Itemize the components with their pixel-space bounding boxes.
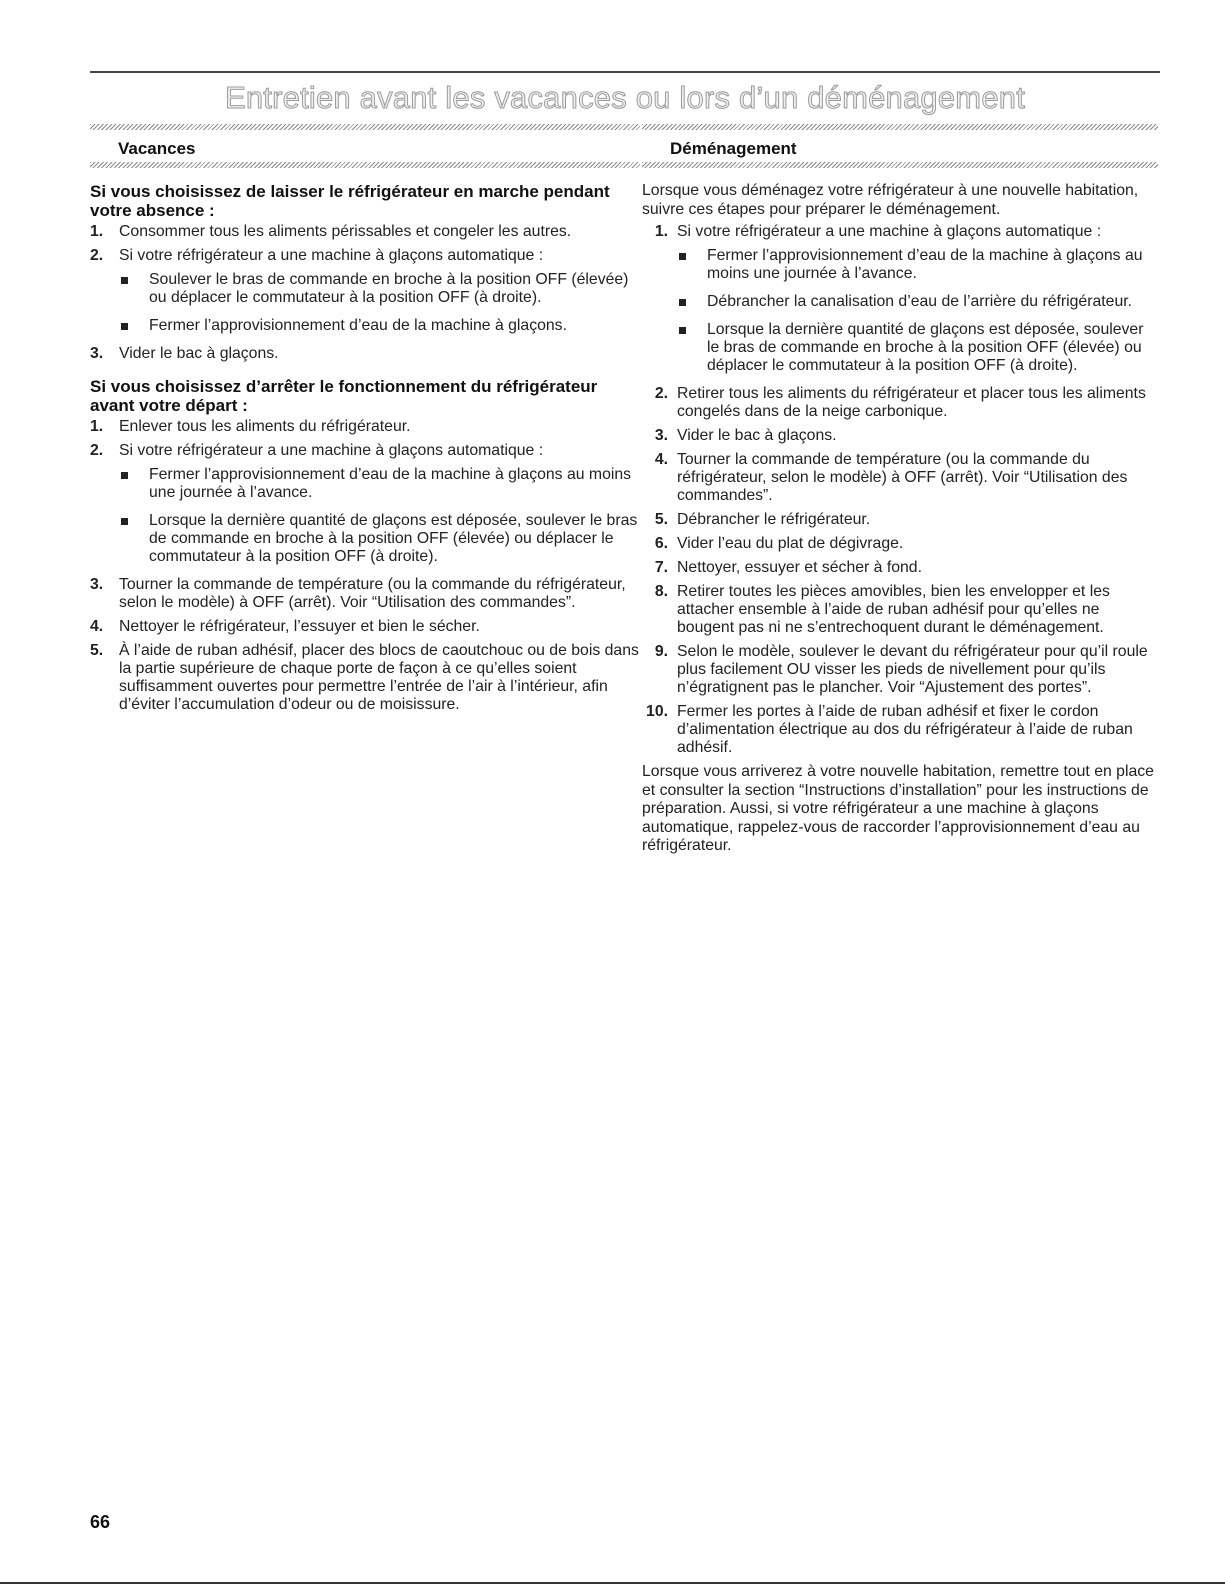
bullet-item: [119, 317, 640, 335]
page-title: Entretien avant les vacances ou lors d’un déménagement: [224, 80, 1026, 115]
square-bullet-icon: [679, 327, 686, 334]
bullet-text: Soulever le bras de commande en broche à la position OFF (élevée) ou déplacer le commutateur à la position OFF (à droite).: [149, 271, 629, 306]
item-text: Enlever tous les aliments du réfrigérateur.: [119, 418, 411, 435]
bullet-item: [119, 466, 640, 502]
item-text: Nettoyer le réfrigérateur, l’essuyer et bien le sécher.: [119, 618, 480, 635]
item-text: Selon le modèle, soulever le devant du réfrigérateur pour qu’il roule plus facilement OU visser les pieds de nivellement pour qu’ils n’égratignent pas le plancher. Voir “Ajustement des portes”.: [677, 643, 1148, 696]
section-heading-demenagement: Déménagement: [670, 139, 797, 158]
item-text: Vider l’eau du plat de dégivrage.: [677, 535, 904, 552]
square-bullet-icon: [121, 518, 128, 525]
bullet-text: Lorsque la dernière quantité de glaçons est déposée, soulever le bras de commande en broche à la position OFF (élevée) ou déplacer le commutateur à la position OFF (à droite).: [707, 321, 1144, 374]
bullet-item: [677, 293, 1158, 311]
bullet-list: [119, 271, 640, 335]
bullet-list: [119, 466, 640, 566]
item-text: Retirer tous les aliments du réfrigérateur et placer tous les aliments congelés dans de la neige carbonique.: [677, 385, 1146, 420]
item-text: Si votre réfrigérateur a une machine à glaçons automatique :: [119, 442, 544, 459]
item-text: Vider le bac à glaçons.: [119, 345, 279, 362]
square-bullet-icon: [679, 299, 686, 306]
item-number: 4.: [654, 451, 668, 468]
list-item: [90, 247, 640, 335]
list-item: [642, 511, 1158, 529]
list-item: [90, 442, 640, 566]
item-number: 2.: [90, 442, 104, 459]
bullet-item: [677, 247, 1158, 283]
item-number: 1.: [90, 418, 104, 435]
list-item: [642, 451, 1158, 505]
item-number: 1.: [90, 223, 104, 240]
item-number: 6.: [654, 535, 668, 552]
intro-paragraph: Lorsque vous déménagez votre réfrigérateur à une nouvelle habitation, suivre ces étapes pour préparer le déménagement.: [642, 182, 1139, 218]
list-item: [642, 223, 1158, 375]
square-bullet-icon: [679, 253, 686, 260]
list-item: [642, 703, 1158, 757]
bullet-text: Fermer l’approvisionnement d’eau de la machine à glaçons au moins une journée à l’avance.: [707, 247, 1143, 282]
list-item: [642, 559, 1158, 577]
list-item: [642, 643, 1158, 697]
item-text: Nettoyer, essuyer et sécher à fond.: [677, 559, 922, 576]
list-item: [642, 535, 1158, 553]
subheading-turn-off: Si vous choisissez d’arrêter le fonctionnement du réfrigérateur avant votre départ :: [90, 377, 598, 415]
item-number: 2.: [90, 247, 104, 264]
outro-paragraph: Lorsque vous arriverez à votre nouvelle habitation, remettre tout en place et consulter la section “Instructions d’installation” pour les instructions de préparation. Aussi, si votre réfrigérateur a une machine à glaçons automatique, rappelez-vous de raccorder l’approvisionnement d’eau au réfrigérateur.: [642, 763, 1154, 854]
page-number: 66: [90, 1512, 111, 1532]
bullet-item: [119, 271, 640, 307]
list-item: [642, 427, 1158, 445]
list-item: [642, 583, 1158, 637]
item-number: 1.: [654, 223, 668, 240]
bullet-text: Fermer l’approvisionnement d’eau de la machine à glaçons.: [149, 317, 567, 334]
item-number: 10.: [646, 703, 668, 720]
section-heading-vacances: Vacances: [118, 139, 196, 158]
item-number: 9.: [654, 643, 668, 660]
bullet-item: [677, 321, 1158, 375]
item-number: 3.: [90, 345, 104, 362]
list-item: [90, 345, 640, 363]
bullet-text: Débrancher la canalisation d’eau de l’arrière du réfrigérateur.: [707, 293, 1133, 310]
list-item: [90, 576, 640, 612]
item-number: 7.: [654, 559, 668, 576]
list-item: [642, 385, 1158, 421]
bullet-text: Lorsque la dernière quantité de glaçons est déposée, soulever le bras de commande en broche à la position OFF (élevée) ou déplacer le commutateur à la position OFF (à droite).: [149, 512, 638, 565]
square-bullet-icon: [121, 277, 128, 284]
bullet-item: [119, 512, 640, 566]
item-number: 8.: [654, 583, 668, 600]
section-header-hatch-bottom: [642, 162, 1158, 168]
section-header-hatch-bottom: [90, 162, 640, 168]
item-number: 5.: [654, 511, 668, 528]
turn-off-list: [90, 418, 640, 714]
square-bullet-icon: [121, 472, 128, 479]
item-text: Vider le bac à glaçons.: [677, 427, 837, 444]
vacances-column: [90, 124, 640, 720]
item-text: Tourner la commande de température (ou la commande du réfrigérateur, selon le modèle) à OFF (arrêt). Voir “Utilisation des commandes”.: [677, 451, 1128, 504]
item-text: Débrancher le réfrigérateur.: [677, 511, 871, 528]
list-item: [90, 618, 640, 636]
item-number: 2.: [654, 385, 668, 402]
subheading-keep-running: Si vous choisissez de laisser le réfrigérateur en marche pendant votre absence :: [90, 182, 610, 220]
item-text: Si votre réfrigérateur a une machine à glaçons automatique :: [119, 247, 544, 264]
list-item: [90, 223, 640, 241]
item-text: Consommer tous les aliments périssables et congeler les autres.: [119, 223, 572, 240]
moving-steps-list: [642, 223, 1158, 757]
item-number: 3.: [654, 427, 668, 444]
demenagement-column: [642, 124, 1158, 860]
top-rule: [90, 71, 1160, 73]
keep-running-list: [90, 223, 640, 363]
list-item: [90, 642, 640, 714]
item-number: 3.: [90, 576, 104, 593]
square-bullet-icon: [121, 323, 128, 330]
list-item: [90, 418, 640, 436]
item-number: 5.: [90, 642, 104, 659]
item-number: 4.: [90, 618, 104, 635]
item-text: Tourner la commande de température (ou la commande du réfrigérateur, selon le modèle) à OFF (arrêt). Voir “Utilisation des commandes”.: [119, 576, 626, 611]
bullet-text: Fermer l’approvisionnement d’eau de la machine à glaçons au moins une journée à l’avance.: [149, 466, 632, 501]
item-text: Retirer toutes les pièces amovibles, bien les envelopper et les attacher ensemble à l’aide de ruban adhésif pour qu’elles ne bougent pas ni ne s’entrechoquent durant le déménagement.: [677, 583, 1110, 636]
bottom-rule: [0, 1582, 1225, 1584]
bullet-list: [677, 247, 1158, 375]
item-text: À l’aide de ruban adhésif, placer des blocs de caoutchouc ou de bois dans la partie supérieure de chaque porte de façon à ce qu’elles soient suffisamment ouvertes pour permettre l’entrée de l’air à l’intérieur, afin d’éviter l’accumulation d’odeur ou de moisissure.: [119, 642, 639, 713]
item-text: Si votre réfrigérateur a une machine à glaçons automatique :: [677, 223, 1102, 240]
item-text: Fermer les portes à l’aide de ruban adhésif et fixer le cordon d’alimentation électrique au dos du réfrigérateur à l’aide de ruban adhésif.: [677, 703, 1133, 756]
